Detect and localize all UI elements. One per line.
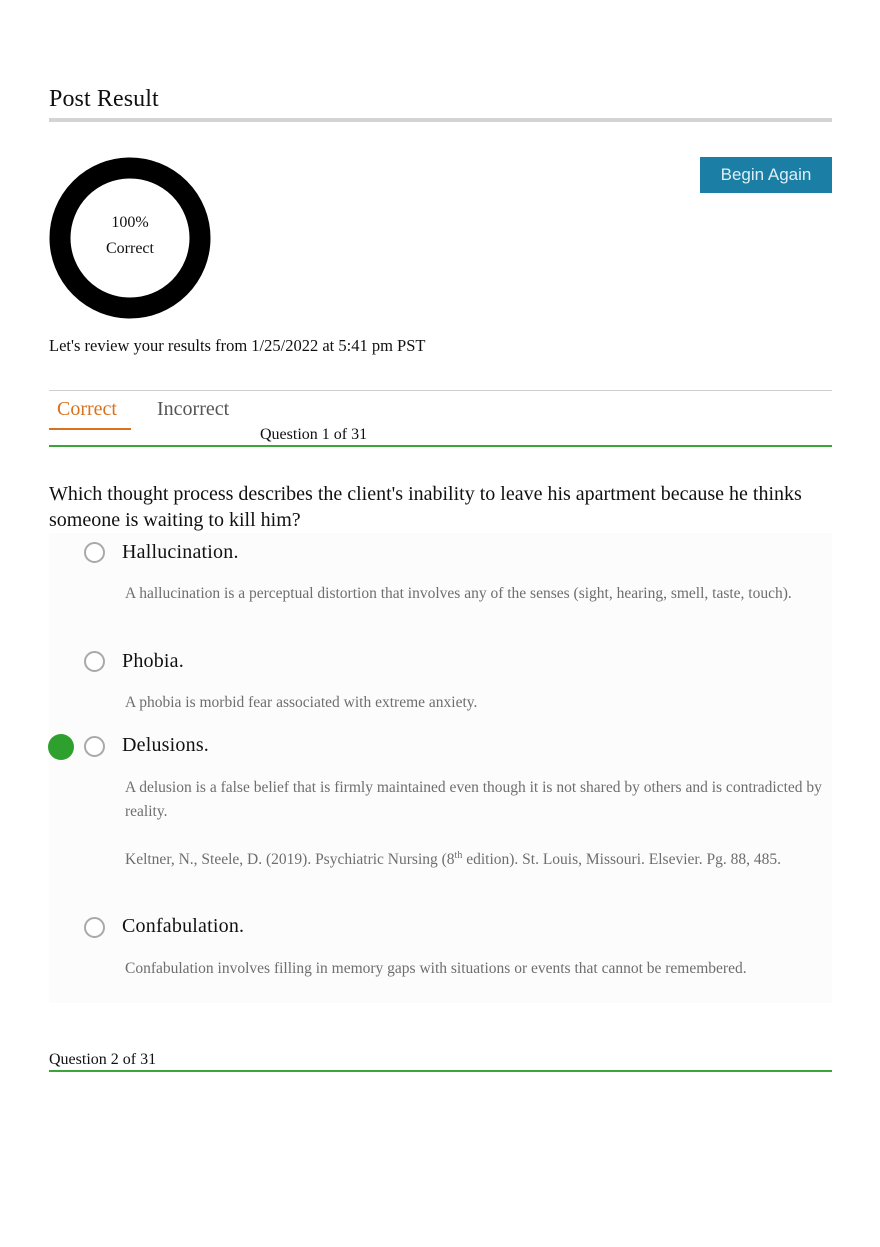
option-confabulation-label[interactable]: Confabulation. xyxy=(122,915,245,937)
option-hallucination-radio[interactable] xyxy=(84,542,105,563)
option-delusions-feedback: A delusion is a false belief that is firmly maintained even though it is not shared by others and is contradicted by reality. xyxy=(125,779,822,820)
option-confabulation-feedback: Confabulation involves filling in memory gaps with situations or events that cannot be remembered. xyxy=(125,960,747,977)
option-delusions-label[interactable]: Delusions. xyxy=(122,734,209,756)
option-hallucination-feedback: A hallucination is a perceptual distortion that involves any of the senses (sight, hearing, smell, taste, touch). xyxy=(125,585,792,602)
question-1-counter: Question 1 of 31 xyxy=(260,426,368,443)
reference-text-start: Keltner, N., Steele, D. (2019). Psychiatric Nursing (8 xyxy=(125,851,455,868)
score-percent: 100% xyxy=(111,214,149,231)
option-phobia-feedback: A phobia is morbid fear associated with extreme anxiety. xyxy=(125,694,478,711)
option-delusions-reference xyxy=(125,848,825,872)
question-2-counter: Question 2 of 31 xyxy=(49,1051,157,1068)
reference-superscript: th xyxy=(454,849,463,861)
question-2-divider xyxy=(49,1070,832,1072)
tab-correct[interactable]: Correct xyxy=(57,398,117,420)
tabs-divider xyxy=(49,390,832,391)
option-delusions-radio[interactable] xyxy=(84,736,105,757)
begin-again-button[interactable]: Begin Again xyxy=(700,157,832,193)
option-hallucination-label[interactable]: Hallucination. xyxy=(122,541,239,563)
title-divider xyxy=(49,118,832,122)
active-tab-indicator xyxy=(49,428,131,430)
review-summary: Let's review your results from 1/25/2022 at 5:41 pm PST xyxy=(49,336,426,355)
correct-answer-indicator xyxy=(48,734,74,760)
option-confabulation-radio[interactable] xyxy=(84,917,105,938)
tab-incorrect[interactable]: Incorrect xyxy=(157,398,230,420)
option-phobia-label[interactable]: Phobia. xyxy=(122,650,184,672)
option-phobia-radio[interactable] xyxy=(84,651,105,672)
question-1-divider xyxy=(49,445,832,447)
score-label: Correct xyxy=(106,240,154,257)
page-title: Post Result xyxy=(49,86,159,112)
score-readout xyxy=(49,210,211,262)
question-text: Which thought process describes the client's inability to leave his apartment because he thinks someone is waiting to kill him? xyxy=(49,483,802,531)
reference-text-end: edition). St. Louis, Missouri. Elsevier. Pg. 88, 485. xyxy=(462,851,781,868)
